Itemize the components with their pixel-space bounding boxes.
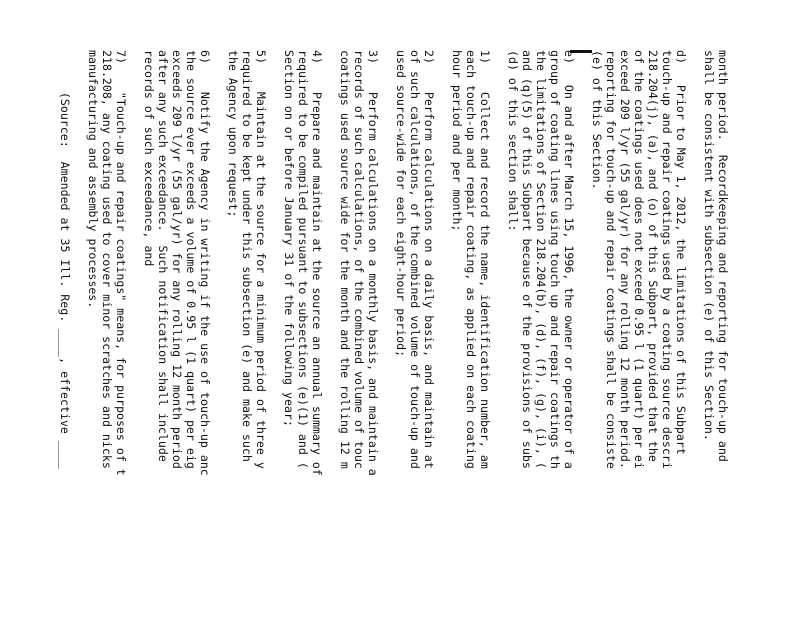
text-line: records of such exceedance, and: [142, 50, 156, 267]
text-line: the source ever exceeds a volume of 0.95 l (1 quart) per eig: [184, 50, 198, 469]
text-line: touch-up and repair coatings used by a coating source descri: [660, 50, 674, 469]
text-line: 3) Perform calculations on a monthly basis, and maintain a: [366, 50, 380, 476]
text-line: Section on or before January 31 of the following year;: [282, 50, 296, 427]
blank-line: [268, 50, 282, 610]
text-line: 6) Notify the Agency in writing if the use of touch-up anc: [198, 50, 212, 476]
text-line: (d) of this section shall:: [506, 50, 520, 232]
text-line: each touch-up and repair coating, as applied on each coating: [464, 50, 478, 469]
text-line: of the coatings used does not exceed 0.95 l (1 quart) per ei: [632, 50, 646, 469]
blank-line: [576, 50, 590, 610]
blank-line: [212, 50, 226, 610]
blank-line: [72, 50, 86, 610]
text-line: 218.204(j), (a), and (o) of this Subpart, provided that the: [646, 50, 660, 462]
text-line: (e) of this Section.: [590, 50, 604, 190]
blank-line: [436, 50, 450, 610]
blank-line: [380, 50, 394, 610]
blank-line: [688, 50, 702, 610]
text-line: of such calculations, of the combined volume of touch-up and: [408, 50, 422, 469]
text-line: and (q)(5) of this Subpart because of the provisions of subs: [520, 50, 534, 469]
text-line: required to be compiled pursuant to subsections (e)(1) and (: [296, 50, 310, 469]
text-line: 4) Prepare and maintain at the source an annual summary of: [310, 50, 324, 476]
blank-line: [128, 50, 142, 610]
text-line: reporting for touch-up and repair coatings shall be consiste: [604, 50, 618, 469]
rotated-regulation-text: [58, 50, 730, 610]
text-line: (Source: Amended at 35 Ill. Reg. ____, effective ____: [58, 50, 72, 469]
text-line: manufacturing and assembly processes.: [86, 50, 100, 309]
text-line: after any such exceedance. Such notification shall include: [156, 50, 170, 462]
text-line: records of such calculations, of the combined volume of touc: [352, 50, 366, 469]
text-line: 7) "Touch-up and repair coatings" means, for purposes of t: [114, 50, 128, 476]
text-line: used source-wide for each eight-hour period;: [394, 50, 408, 358]
text-line: required to be kept under this subsection (e) and make such: [240, 50, 254, 462]
text-line: hour period and per month;: [450, 50, 464, 232]
text-line: 1) Collect and record the name, identification number, am: [478, 50, 492, 469]
blank-line: [492, 50, 506, 610]
text-line: 218.208, any coating used to cover minor scratches and nicks: [100, 50, 114, 469]
text-line: d) Prior to May 1, 2012, the limitations of this Subpart: [674, 50, 688, 455]
text-line: month period. Recordkeeping and reporting for touch-up and: [716, 50, 730, 462]
text-line: 5) Maintain at the source for a minimum period of three y: [254, 50, 268, 469]
text-line: exceed 209 l/yr (55 gal/yr) for any rolling 12 month period.: [618, 50, 632, 469]
text-line: the Agency upon request;: [226, 50, 240, 218]
text-line: e) On and after March 15, 1996, the owner or operator of a: [562, 50, 576, 469]
text-line: the limitations of Section 218.204(b), (d), (f), (g), (i), (: [534, 50, 548, 469]
text-line: shall be consistent with subsection (e) of this Section.: [702, 50, 716, 441]
text-line: exceeds 209 l/yr (55 gal/yr) for any rolling 12 month period: [170, 50, 184, 469]
text-line: 2) Perform calculations on a daily basis, and maintain at: [422, 50, 436, 469]
text-line: group of coating lines using touch up and repair coatings th: [548, 50, 562, 469]
text-line: coatings used source wide for the month and the rolling 12 m: [338, 50, 352, 469]
blank-line: [324, 50, 338, 610]
